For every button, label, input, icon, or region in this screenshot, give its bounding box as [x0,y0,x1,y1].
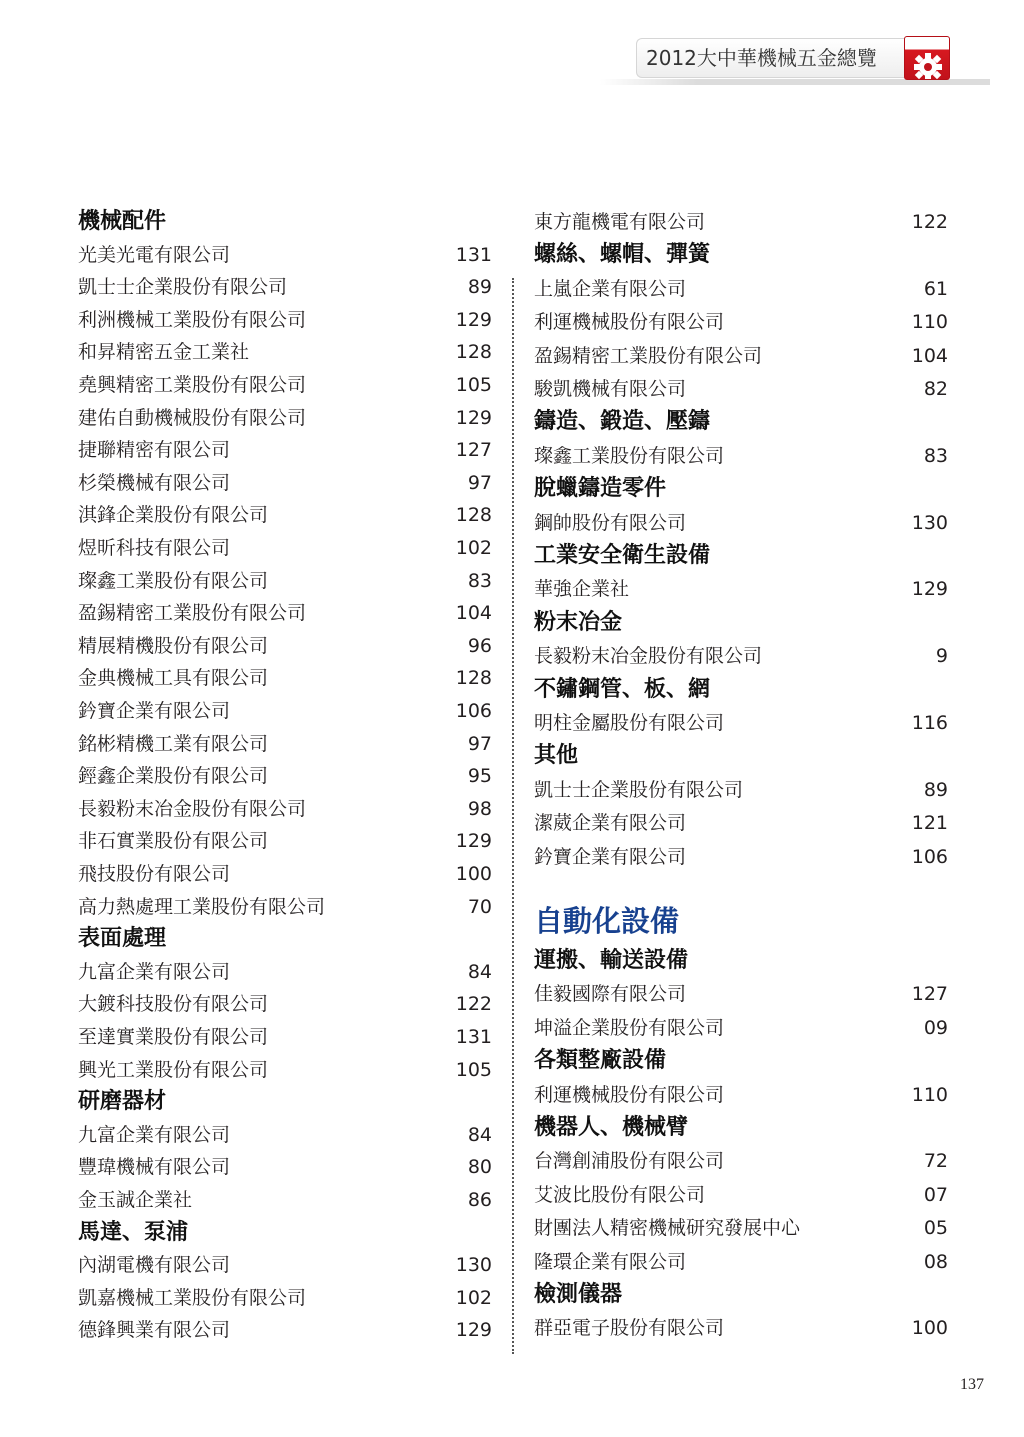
category-heading: 各類整廠設備 [534,1048,667,1074]
index-entry [78,336,492,368]
page-reference: 105 [455,1058,492,1081]
index-entry [78,271,492,303]
book-title: 2012大中華機械五金總覽 [646,46,877,70]
page-reference: 83 [467,569,492,592]
index-entry [534,640,948,672]
page-reference: 97 [467,471,492,494]
page-reference: 61 [923,277,948,300]
company-name: 長毅粉末冶金股份有限公司 [78,797,307,820]
index-entry [78,630,492,662]
page-reference: 122 [455,993,492,1016]
company-name: 坤溢企業股份有限公司 [534,1016,725,1039]
company-name: 璨鑫工業股份有限公司 [534,444,725,467]
category-heading: 工業安全衛生設備 [534,543,711,568]
page-reference: 131 [455,243,492,266]
page-reference: 80 [467,1156,492,1179]
company-name: 九富企業有限公司 [78,960,231,983]
gear-icon [904,36,950,80]
page-reference: 08 [923,1250,948,1273]
company-name: 精展精機股份有限公司 [78,634,269,657]
index-entry [78,467,492,499]
page-reference: 84 [467,1123,492,1146]
index-entry [78,1314,492,1346]
company-name: 利運機械股份有限公司 [534,1083,725,1106]
company-name: 盈錫精密工業股份有限公司 [78,602,307,625]
index-entry [534,707,948,739]
page-number: 137 [960,1376,984,1393]
index-entry [534,340,948,372]
index-entry [78,434,492,466]
category-heading: 鑄造、鍛造、壓鑄 [534,409,711,435]
company-name: 捷聯精密有限公司 [78,439,231,462]
company-name: 金典機械工具有限公司 [78,667,269,690]
company-name: 台灣創浦股份有限公司 [534,1150,725,1173]
index-entry [534,1012,948,1044]
company-name: 利運機械股份有限公司 [534,311,725,334]
company-name: 銘彬精機工業有限公司 [78,732,269,755]
page-reference: 104 [911,344,948,367]
company-name: 上嵐企業有限公司 [534,277,687,300]
index-entry [534,206,948,238]
company-name: 群亞電子股份有限公司 [534,1317,725,1340]
company-name: 財團法人精密機械研究發展中心 [534,1217,801,1240]
index-entry [534,1079,948,1111]
page-reference: 83 [923,444,948,467]
page-reference: 100 [455,863,492,885]
index-entry [534,373,948,405]
page-reference: 127 [911,983,948,1006]
index-entry [78,728,492,760]
index-entry [78,1119,492,1151]
index-entry [78,1282,492,1314]
index-entry [534,306,948,338]
column-divider [512,278,514,1354]
index-entry [78,858,492,890]
index-entry [78,695,492,727]
page-reference: 86 [467,1189,492,1211]
index-entry [78,1151,492,1183]
category-heading: 不鏽鋼管、板、網 [534,676,711,702]
index-entry [78,891,492,923]
company-name: 利洲機械工業股份有限公司 [78,308,307,331]
page-reference: 129 [455,308,492,331]
page-reference: 89 [467,276,492,299]
company-name: 非石實業股份有限公司 [78,830,269,853]
page-reference: 70 [467,895,492,918]
company-name: 大鍍科技股份有限公司 [78,993,269,1016]
index-entry [78,532,492,564]
index-entry [78,369,492,401]
company-name: 杉榮機械有限公司 [78,471,231,494]
index-entry [78,239,492,271]
index-entry [78,1184,492,1216]
company-name: 鋞鑫企業股份有限公司 [78,765,269,788]
index-entry [534,507,948,539]
company-name: 飛技股份有限公司 [78,863,231,885]
page-reference: 106 [455,700,492,722]
category-heading: 馬達、泵浦 [78,1219,189,1245]
index-entry [78,988,492,1020]
company-name: 堯興精密工業股份有限公司 [78,374,307,396]
company-name: 駿凱機械有限公司 [534,378,687,400]
page-reference: 116 [911,712,948,734]
page-reference: 07 [923,1183,948,1206]
category-heading: 機器人、機械臂 [534,1115,689,1140]
index-entry [78,760,492,792]
company-name: 佳毅國際有限公司 [534,983,687,1006]
index-entry [78,597,492,629]
page-reference: 130 [455,1254,492,1277]
company-name: 淇鋒企業股份有限公司 [78,504,269,527]
page-reference: 95 [467,765,492,788]
company-name: 興光工業股份有限公司 [78,1058,269,1081]
company-name: 鋼帥股份有限公司 [534,511,687,534]
company-name: 明柱金屬股份有限公司 [534,712,725,734]
company-name: 和昇精密五金工業社 [78,341,250,364]
page-reference: 131 [455,1026,492,1048]
category-heading: 研磨器材 [78,1089,167,1115]
page-reference: 106 [911,845,948,868]
page-reference: 127 [455,439,492,462]
company-name: 高力熱處理工業股份有限公司 [78,895,326,918]
section-title-automation: 自動化設備 [534,904,680,938]
category-heading: 機械配件 [78,209,167,234]
page-reference: 128 [455,504,492,527]
index-entry [534,1246,948,1278]
index-entry [78,662,492,694]
company-name: 金玉誠企業社 [78,1189,193,1211]
index-entry [78,825,492,857]
index-entry [78,1249,492,1281]
company-name: 豐瑋機械有限公司 [78,1156,231,1179]
category-heading: 脫蠟鑄造零件 [534,476,667,502]
page-reference: 129 [455,830,492,853]
company-name: 凱士士企業股份有限公司 [534,778,744,801]
page-reference: 104 [455,602,492,625]
index-entry [534,1179,948,1211]
company-name: 德鋒興業有限公司 [78,1319,231,1342]
company-name: 隆環企業有限公司 [534,1250,687,1273]
index-entry [534,978,948,1010]
company-name: 長毅粉末冶金股份有限公司 [534,645,763,668]
company-name: 內湖電機有限公司 [78,1254,231,1277]
index-entry [78,499,492,531]
page-reference: 09 [923,1016,948,1039]
company-name: 九富企業有限公司 [78,1123,231,1146]
index-entry [534,807,948,839]
page-reference: 96 [467,634,492,657]
page-reference: 129 [455,406,492,429]
company-name: 鈐寶企業有限公司 [78,700,231,722]
company-name: 艾波比股份有限公司 [534,1183,706,1206]
page-reference: 122 [911,211,948,233]
index-entry [78,1021,492,1053]
page-reference: 110 [911,311,948,334]
page-reference: 98 [467,797,492,820]
page-reference: 9 [935,645,948,668]
page-reference: 128 [455,341,492,364]
company-name: 潔葳企業有限公司 [534,812,687,835]
index-entry [534,841,948,873]
page-reference: 110 [911,1083,948,1106]
index-entry [78,1054,492,1086]
page-reference: 05 [923,1217,948,1240]
category-heading: 運搬、輸送設備 [534,948,689,973]
category-heading: 檢測儀器 [534,1282,623,1307]
category-heading: 螺絲、螺帽、彈簧 [534,242,711,268]
page-reference: 100 [911,1317,948,1340]
page-reference: 121 [911,812,948,835]
index-entry [534,1312,948,1344]
page-reference: 130 [911,511,948,534]
index-entry [534,774,948,806]
page-reference: 129 [911,578,948,601]
company-name: 華強企業社 [534,578,630,601]
category-heading: 表面處理 [78,926,167,952]
page-reference: 128 [455,667,492,690]
index-entry [534,273,948,305]
company-name: 凱士士企業股份有限公司 [78,276,288,299]
index-entry [534,573,948,605]
index-entry [78,956,492,988]
company-name: 東方龍機電有限公司 [534,211,706,233]
page-reference: 89 [923,778,948,801]
category-heading: 粉末冶金 [534,609,623,635]
company-name: 光美光電有限公司 [78,243,231,266]
page-reference: 82 [923,378,948,400]
company-name: 璨鑫工業股份有限公司 [78,569,269,592]
index-entry [534,1145,948,1177]
page-reference: 129 [455,1319,492,1342]
index-entry [78,402,492,434]
page-reference: 102 [455,1286,492,1309]
category-heading: 其他 [534,743,579,769]
index-entry [78,565,492,597]
index-entry [534,440,948,472]
page-reference: 102 [455,537,492,559]
company-name: 凱嘉機械工業股份有限公司 [78,1286,307,1309]
index-entry [534,1212,948,1244]
page-reference: 72 [923,1150,948,1173]
page-reference: 84 [467,960,492,983]
index-entry [78,793,492,825]
company-name: 盈錫精密工業股份有限公司 [534,344,763,367]
page-reference: 97 [467,732,492,755]
page-reference: 105 [455,374,492,396]
company-name: 至達實業股份有限公司 [78,1026,269,1048]
company-name: 鈐寶企業有限公司 [534,845,687,868]
company-name: 煜昕科技有限公司 [78,537,231,559]
index-entry [78,304,492,336]
company-name: 建佑自動機械股份有限公司 [78,406,307,429]
